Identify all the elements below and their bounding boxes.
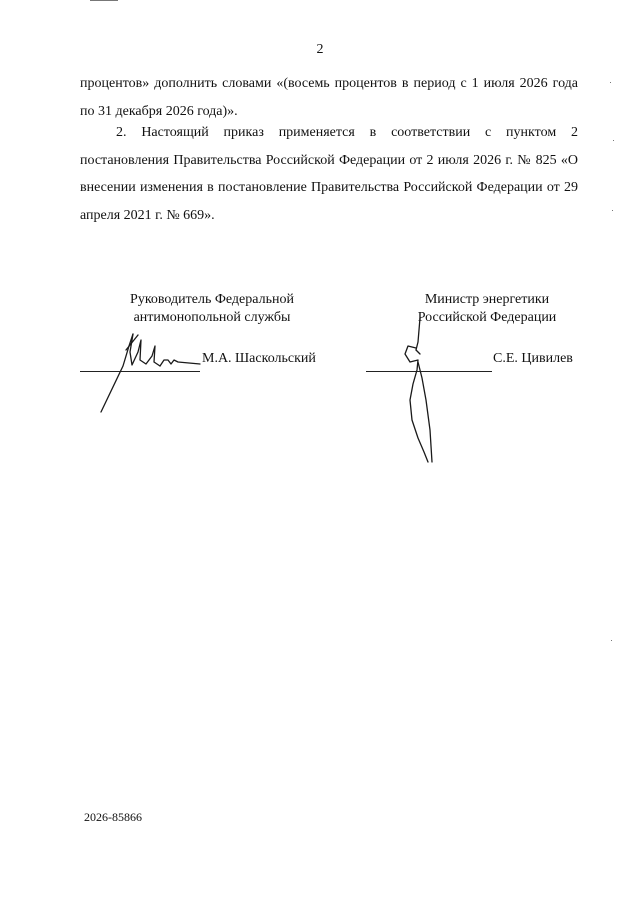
left-handwritten-signature	[101, 334, 200, 412]
right-handwritten-signature	[405, 318, 432, 462]
right-signature-line	[366, 371, 492, 372]
left-signatory-title-line1: Руководитель Федеральной	[130, 292, 294, 307]
scan-artifact	[613, 140, 614, 141]
right-signatory-name: С.Е. Цивилев	[493, 351, 573, 366]
paragraph-2: 2. Настоящий приказ применяется в соответствии с пунктом 2 постановления Правительства Российской Федерации от 2 июля 2026 г. № 825 «О внесении изменения в постановление Правительства Российской Федерации от 29 апреля 2021 г. № 669».	[80, 125, 578, 223]
paragraph-1: процентов» дополнить словами «(восемь процентов в период с 1 июля 2026 года по 31 декабря 2026 года)».	[80, 76, 578, 119]
scan-artifact	[90, 0, 118, 1]
scan-artifact	[612, 210, 613, 211]
right-signatory-title	[372, 291, 602, 327]
page-number: 2	[316, 42, 324, 57]
left-signatory-title	[92, 291, 332, 327]
document-registration-number: 2026-85866	[84, 810, 142, 824]
left-signatory-name: М.А. Шаскольский	[202, 351, 316, 366]
scan-artifact	[611, 640, 612, 641]
right-signatory-title-line2: Российской Федерации	[417, 310, 557, 325]
left-signature-line	[80, 371, 200, 372]
scan-artifact	[610, 82, 611, 83]
right-signatory-title-line1: Министр энергетики	[424, 292, 550, 307]
left-signatory-title-line2: антимонопольной службы	[133, 310, 291, 325]
